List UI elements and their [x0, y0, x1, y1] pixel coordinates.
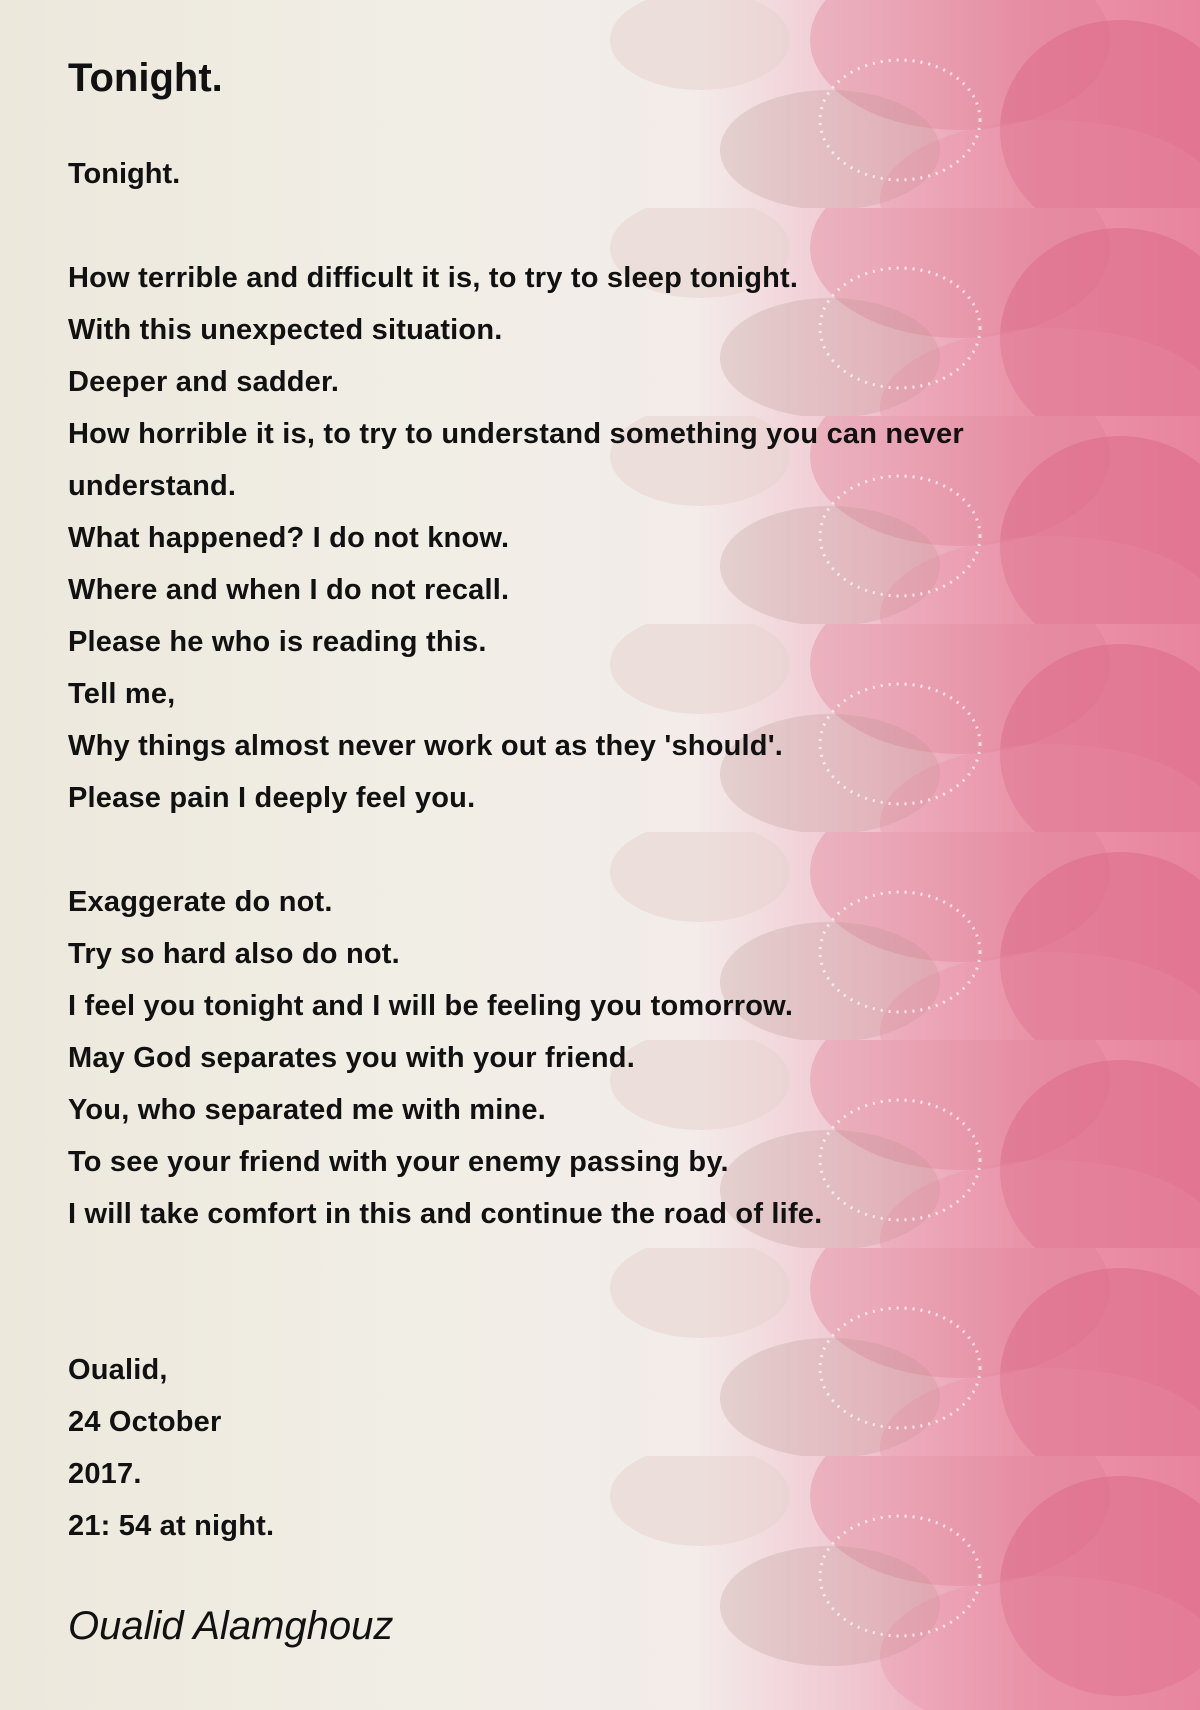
- poem-line: Try so hard also do not.: [68, 938, 400, 970]
- signoff-line: Oualid,: [68, 1354, 168, 1386]
- signoff-line: 24 October: [68, 1406, 222, 1438]
- poem-line: What happened? I do not know.: [68, 522, 510, 554]
- poem-title: Tonight.: [68, 56, 223, 100]
- poem-line: How horrible it is, to try to understand something you can never: [68, 418, 964, 450]
- poem-line: understand.: [68, 470, 237, 502]
- poem-line: Deeper and sadder.: [68, 366, 340, 398]
- stanza-2: [68, 876, 1128, 1240]
- poem-line: Why things almost never work out as they 'should'.: [68, 730, 784, 762]
- stanza-1: [68, 252, 1128, 824]
- poem-line: Please he who is reading this.: [68, 626, 487, 658]
- poem-line: You, who separated me with mine.: [68, 1094, 547, 1126]
- poem-opening-line: Tonight.: [68, 158, 181, 190]
- poem-line: I feel you tonight and I will be feeling you tomorrow.: [68, 990, 794, 1022]
- poem-line: Tell me,: [68, 678, 176, 710]
- poem-line: Exaggerate do not.: [68, 886, 333, 918]
- poem-line: Where and when I do not recall.: [68, 574, 510, 606]
- poem-line: How terrible and difficult it is, to try to sleep tonight.: [68, 262, 799, 294]
- poem-line: May God separates you with your friend.: [68, 1042, 635, 1074]
- signoff-line: 21: 54 at night.: [68, 1510, 275, 1542]
- poem-line: I will take comfort in this and continue the road of life.: [68, 1198, 823, 1230]
- signoff: [68, 1344, 1128, 1552]
- poem-body: [68, 48, 1128, 1656]
- poem-author: Oualid Alamghouz: [68, 1604, 394, 1648]
- poem-line: To see your friend with your enemy passing by.: [68, 1146, 729, 1178]
- poem-line: Please pain I deeply feel you.: [68, 782, 476, 814]
- poem-line: With this unexpected situation.: [68, 314, 503, 346]
- signoff-line: 2017.: [68, 1458, 142, 1490]
